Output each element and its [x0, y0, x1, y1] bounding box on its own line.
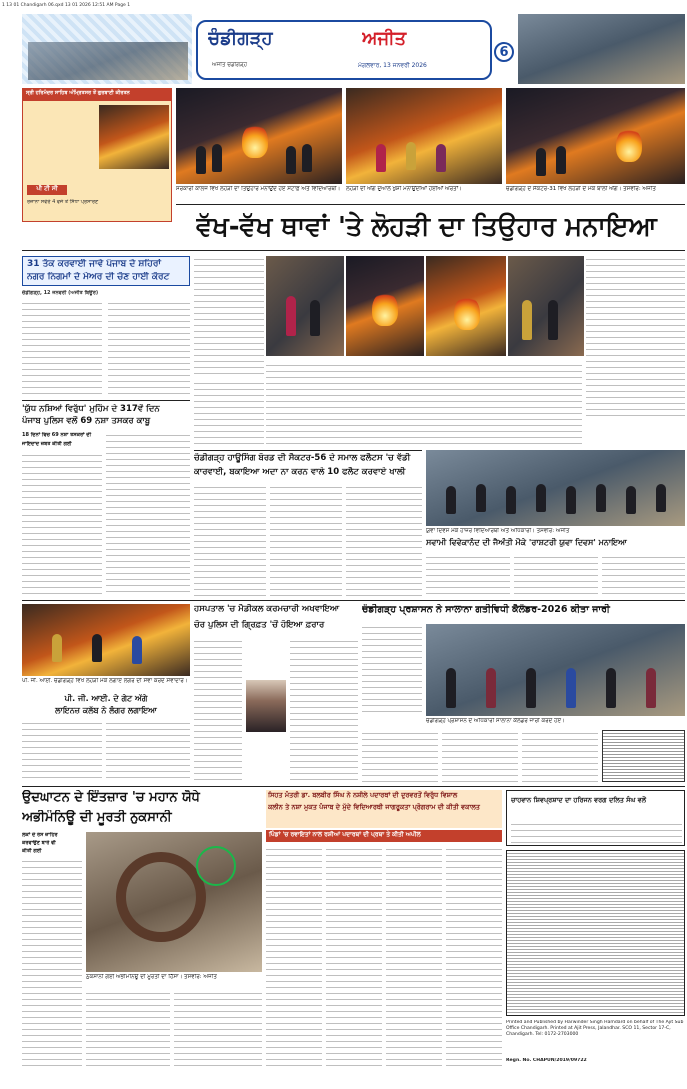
article-text [602, 554, 685, 596]
article-text [22, 858, 82, 1066]
top-caption-3: ਚੰਡੀਗੜ੍ਹ ਦੇ ਸੈਕਟਰ-31 ਵਿਖੇ ਲੋਹੜੀ ਦੇ ਮੌਕੇ ਬਾਲੀ ਅੱਗ। ਤਸਵੀਰ: ਅਜੀਤ [506, 186, 656, 192]
langar-headline: ਲਾਇਨਜ਼ ਕਲੱਬ ਨੇ ਲੰਗਰ ਲਗਾਇਆ [55, 706, 157, 715]
langar-caption: ਪੀ. ਜੀ. ਆਈ. ਚੰਡੀਗੜ੍ਹ ਵਿਖੇ ਲੋਹੜੀ ਮੌਕੇ ਲਗਾਏ ਲੰਗਰ ਦੀ ਸੇਵਾ ਕਰਦੇ ਸੇਵਾਦਾਰ। [22, 678, 188, 684]
accused-photo [246, 680, 286, 732]
top-photo-1 [176, 88, 342, 184]
calendar-release-photo [426, 624, 685, 716]
left-story2-headline: 'ਯੁੱਧ ਨਸ਼ਿਆਂ ਵਿਰੁੱਧ' ਮੁਹਿੰਮ ਦੇ 317ਵੇਂ ਦਿਨ [22, 404, 160, 414]
lake-photo [28, 42, 188, 80]
ptc-ad [22, 88, 172, 222]
rule [22, 400, 190, 401]
article-text [194, 638, 242, 782]
article-text [522, 730, 598, 782]
center-photo-4 [508, 256, 584, 356]
masthead-brand-box [196, 20, 492, 80]
calendar-caption: ਚੰਡੀਗੜ੍ਹ ਪ੍ਰਸ਼ਾਸਨ ਦੇ ਅਧਿਕਾਰੀ ਸਾਲਾਨਾ ਕੈਲੰਡਰ ਜਾਰੀ ਕਰਦੇ ਹੋਏ। [426, 718, 565, 724]
hospital-headline: ਚੋਰ ਪੁਲਿਸ ਦੀ ਗ੍ਰਿਫ਼ਤ 'ਚੋਂ ਹੋਇਆ ਫ਼ਰਾਰ [194, 620, 325, 630]
article-text [22, 300, 102, 396]
top-caption-2: ਲੋਹੜੀ ਦੀ ਅੱਗ ਦੁਆਲੇ ਖੁਸ਼ੀ ਮਨਾਉਂਦੀਆਂ ਹੋਈਆਂ ਔਰਤਾਂ। [346, 186, 462, 192]
bottom-left-headline: ਉਦਘਾਟਨ ਦੇ ਇੰਤਜ਼ਾਰ 'ਚ ਮਹਾਨ ਯੋਧੇ [22, 790, 200, 805]
bottom-left-bullet: ਕੀਤੀ ਗਈ [22, 848, 42, 854]
article-text [386, 846, 442, 1066]
left-story1-headline: 31 ਤੱਕ ਕਰਵਾਈ ਜਾਵੇ ਪੰਜਾਬ ਦੇ ਸ਼ਹਿਰਾਂ [27, 259, 161, 269]
ad-channel: ਪੀ ਟੀ ਸੀ [27, 185, 67, 195]
center-photo-1 [266, 256, 344, 356]
article-text [22, 452, 102, 596]
article-text [266, 846, 322, 1066]
brand-right: ਅਜੀਤ [362, 28, 407, 49]
article-text [426, 554, 510, 596]
article-text [442, 730, 518, 782]
article-text [511, 821, 682, 843]
left-story1-dateline: ਚੰਡੀਗੜ੍ਹ, 12 ਜਨਵਰੀ (ਅਜੀਤ ਬਿਊਰੋ) [22, 290, 99, 296]
rule [22, 786, 685, 787]
golden-temple-photo [99, 105, 169, 169]
chariot-wheel [116, 852, 206, 942]
article-text [514, 554, 598, 596]
center-photo-2 [346, 256, 424, 356]
hospital-headline: ਹਸਪਤਾਲ 'ਚ ਮੈਡੀਕਲ ਕਰਮਚਾਰੀ ਅਖਵਾਇਆ [194, 604, 340, 614]
notice-ad-headline: ਚਾਹਵਾਨ ਸ਼ਿਵਪ੍ਰਸ਼ਾਦ ਦਾ ਹਰਿਜਨ ਵਰਗ ਦਲਿਤ ਸੰਘ ਵਲੋਂ [511, 796, 647, 804]
top-caption-1: ਸਰਕਾਰੀ ਕਾਲਜ ਵਿਖੇ ਲੋਹੜੀ ਦਾ ਤਿਉਹਾਰ ਮਨਾਉਂਦੇ ਹੋਏ ਸਟਾਫ਼ ਅਤੇ ਵਿਦਿਆਰਥੀ। [176, 186, 341, 192]
article-text [86, 990, 170, 1066]
left-story2-bullet: 18 ਦਿਨਾਂ ਵਿਚ 69 ਨਸ਼ਾ ਤਸਕਰਾਂ ਦੀ [22, 432, 92, 438]
masthead-date: ਮੰਗਲਵਾਰ, 13 ਜਨਵਰੀ 2026 [358, 62, 427, 69]
rule [22, 600, 685, 601]
article-text [106, 720, 190, 782]
youth-day-photo [426, 450, 685, 526]
page-number-badge: 6 [494, 42, 514, 62]
calendar-headline: ਚੰਡੀਗੜ੍ਹ ਪ੍ਰਸ਼ਾਸਨ ਨੇ ਸਾਲਾਨਾ ਗਤੀਵਿਧੀ ਕੈਲੰਡਰ-2026 ਕੀਤਾ ਜਾਰੀ [362, 604, 610, 615]
bottom-right-subhead: ਪਿੰਡਾਂ 'ਚ ਰਵਾਇਤਾਂ ਨਾਲ ਰਸ਼ੀਆਂ ਪਦਾਰਥਾਂ ਦੀ ਪ੍ਰਥਾ ਤੇ ਕੀਤੀ ਅਪੀਲ [266, 830, 502, 842]
article-text [362, 624, 422, 716]
left-story2-headline: ਪੰਜਾਬ ਪੁਲਿਸ ਵਲੋਂ 69 ਨਸ਼ਾ ਤਸਕਰ ਕਾਬੂ [22, 416, 151, 426]
bottom-left-bullet: ਕਰਵਾਉਣ ਬਾਰੇ ਵੀ [22, 840, 56, 846]
middle-story-headline: ਚੰਡੀਗੜ੍ਹ ਹਾਊਸਿੰਗ ਬੋਰਡ ਦੀ ਸੈਕਟਰ-56 ਦੇ ਸਮਾਲ ਫਲੈਟਸ 'ਚ ਵੱਡੀ [194, 453, 411, 463]
article-text [266, 362, 582, 446]
article-text [586, 256, 685, 420]
youth-day-caption: ਯੁਵਾ ਦਿਵਸ ਮੌਕੇ ਹਾਜ਼ਰ ਵਿਦਿਆਰਥੀ ਅਤੇ ਅਧਿਕਾਰੀ। ਤਸਵੀਰ: ਅਜੀਤ [426, 528, 570, 534]
langar-photo [22, 604, 190, 676]
bottom-right-headline: ਕਲੀਨ ਤੇ ਨਸ਼ਾ ਮੁਕਤ ਪੰਜਾਬ ਦੇ ਮੁੱਦੇ ਵਿਦਿਆਰਥੀ ਜਾਗਰੂਕਤਾ ਪ੍ਰੋਗਰਾਮ ਦੀ ਕੀਤੀ ਵਕਾਲਤ [268, 803, 480, 811]
brand-sub: ਅਜੀਤ ਚੰਡੀਗੜ੍ਹ [212, 62, 247, 68]
brand-left: ਚੰਡੀਗੜ੍ਹ [208, 28, 273, 49]
langar-headline: ਪੀ. ਜੀ. ਆਈ. ਦੇ ਗੇਟ ਅੱਗੇ [64, 694, 148, 703]
article-text [446, 846, 502, 1066]
article-text [106, 432, 190, 596]
statue-photo [86, 832, 262, 972]
article-text [346, 484, 422, 596]
article-text [194, 256, 264, 374]
notice-ad [506, 790, 685, 846]
print-slug: 1 13 01 Chandigarh 06.qxd 13 01 2026 12:51 AM Page 1 [2, 3, 131, 8]
left-story1-headline-box [22, 256, 190, 286]
damage-marker [196, 846, 236, 886]
classified-ads [506, 850, 685, 1016]
notice-box [602, 730, 685, 782]
rule [22, 250, 685, 251]
main-headline: ਵੱਖ-ਵੱਖ ਥਾਵਾਂ 'ਤੇ ਲੋਹੜੀ ਦਾ ਤਿਉਹਾਰ ਮਨਾਇਆ [196, 212, 657, 242]
article-text [362, 730, 438, 782]
top-photo-3 [506, 88, 685, 184]
article-text [108, 300, 190, 396]
bottom-left-bullet: ਲੋਕਾਂ ਦੇ ਰੋਸ ਜ਼ਾਹਿਰ [22, 832, 58, 838]
health-minister-headline-box [266, 790, 502, 828]
masthead-left-banner [22, 14, 192, 84]
rule [176, 204, 685, 205]
masthead-right-photo [518, 14, 685, 84]
article-text [174, 990, 262, 1066]
imprint: Printed and Published by Harwinder Singh Hamdard on behalf of The Ajit Sub Office Chandigarh. Printed at Ajit Press, Jalandhar. SCO 11, Sector 17-C, Chandigarh. Tel: 0172-2703000 [506, 1020, 684, 1037]
rule [194, 450, 422, 451]
center-photo-3 [426, 256, 506, 356]
left-story1-headline: ਨਗਰ ਨਿਗਮਾਂ ਦੇ ਮੇਅਰ ਦੀ ਚੋਣ ਹਾਈ ਕੋਰਟ [27, 272, 170, 282]
ad-title: ਸ੍ਰੀ ਹਰਿਮੰਦਰ ਸਾਹਿਬ ਅੰਮ੍ਰਿਤਸਰ ਤੋਂ ਗੁਰਬਾਣੀ ਕੀਰਤਨ [23, 89, 172, 101]
right-story-headline: ਸਵਾਮੀ ਵਿਵੇਕਾਨੰਦ ਦੀ ਜੈਅੰਤੀ ਮੌਕੇ 'ਰਾਸ਼ਟਰੀ ਯੁਵਾ ਦਿਵਸ' ਮਨਾਇਆ [426, 538, 627, 547]
article-text [326, 846, 382, 1066]
article-text [270, 484, 342, 596]
bottom-left-headline: ਅਭੀਮੰਨਿਊ ਦੀ ਮੂਰਤੀ ਨੁਕਸਾਨੀ [22, 810, 172, 825]
article-text [194, 484, 266, 596]
bottom-right-headline: ਸਿਹਤ ਮੰਤਰੀ ਡਾ. ਬਲਬੀਰ ਸਿੰਘ ਨੇ ਨਸ਼ੀਲੇ ਪਦਾਰਥਾਂ ਦੀ ਦੁਰਵਰਤੋਂ ਵਿਰੁੱਧ ਵਿਸ਼ਾਲ [268, 791, 458, 799]
article-text [22, 720, 102, 782]
middle-story-headline: ਕਾਰਵਾਈ, ਬਕਾਇਆ ਅਦਾ ਨਾ ਕਰਨ ਵਾਲੇ 10 ਫਲੈਟ ਕਰਵਾਏ ਖਾਲੀ [194, 467, 406, 477]
top-photo-2 [346, 88, 502, 184]
registration-number: Regn. No. CHAPUN/2019/09722 [506, 1058, 587, 1063]
article-text [194, 380, 264, 446]
left-story2-bullet: ਜਾਇਦਾਦ ਜ਼ਬਤ ਕੀਤੀ ਗਈ [22, 441, 72, 447]
statue-caption: ਨੁਕਸਾਨੀ ਗਈ ਅਭੀਮੰਨਿਊ ਦੀ ਮੂਰਤੀ ਦਾ ਹਿੱਸਾ। ਤਸਵੀਰ: ਅਜੀਤ [86, 974, 217, 980]
article-text [290, 638, 358, 782]
ad-note: ਰੋਜ਼ਾਨਾ ਸਵੇਰੇ 4 ਵਜੇ ਤੋਂ ਸਿੱਧਾ ਪ੍ਰਸਾਰਣ [27, 199, 99, 205]
